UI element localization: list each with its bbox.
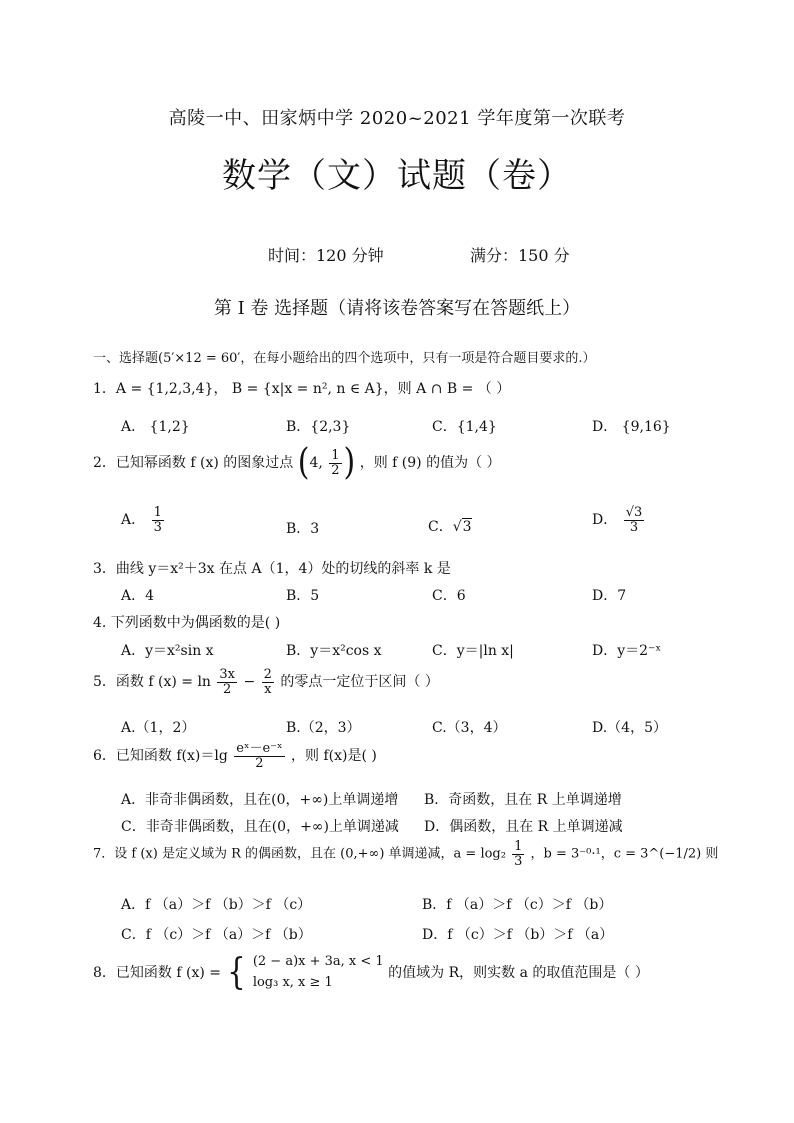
q4-option-a: A．y＝x²sin x (121, 643, 214, 659)
exam-time: 时间：120 分钟 (268, 246, 384, 265)
q2-option-a: A． $\frac{1}{3}$ (121, 505, 162, 535)
q1-option-a: A． {1,2} (121, 419, 190, 435)
question-3-stem: 3．曲线 y＝x²＋3x 在点 A（1，4）处的切线的斜率 k 是 (93, 561, 451, 577)
q2-point-a: 4, (309, 455, 323, 471)
question-4-stem: 4. 下列函数中为偶函数的是( ) (93, 615, 281, 631)
section-title: 第 I 卷 选择题（请将该卷答案写在答题纸上） (213, 298, 581, 319)
exam-subtitle: 高陵一中、田家炳中学 2020~2021 学年度第一次联考 (168, 108, 626, 129)
q2-option-c: C．√3 (428, 519, 472, 535)
q2-text-post: ，则 f (9) 的值为（ ） (359, 455, 501, 471)
exam-title: 数学（文）试题（卷） (222, 156, 572, 196)
q3-option-a: A．4 (121, 588, 155, 604)
question-8-stem: 8．已知函数 f (x) = { (2 − a)x + 3a, x < 1 log₃ x, x ≥ 1 的值域为 R，则实数 a 的取值范围是（ ） (93, 951, 649, 993)
q5-option-d: D.（4，5） (592, 720, 667, 736)
q3-option-d: D．7 (592, 588, 627, 604)
q6-option-b: B．奇函数，且在 R 上单调递增 (424, 792, 622, 808)
question-7-stem: 7．设 f (x) 是定义域为 R 的偶函数，且在 (0,+∞) 单调递减，a = log₂ $\frac{1}{3}$ ，b = 3⁻⁰·¹，c = 3^(−1/2) 则 (93, 839, 719, 869)
question-2-stem: 2．已知幂函数 f (x) 的图象过点 (4, $\frac{1}{2}$ ) ，则 f (9) 的值为（ ） (93, 441, 501, 484)
q2-text-pre: 2．已知幂函数 f (x) 的图象过点 (93, 455, 294, 471)
q6-option-c: C．非奇非偶函数，且在(0，+∞)上单调递减 (121, 819, 399, 835)
q4-option-c: C．y＝|ln x| (432, 643, 514, 659)
q3-option-b: B．5 (286, 588, 320, 604)
q6-option-a: A．非奇非偶函数，且在(0，+∞)上单调递增 (121, 792, 399, 808)
q2-point-fraction: $\frac{1}{2}$ (331, 447, 340, 478)
q2-option-d: D． $\frac{√3}{3}$ (592, 505, 643, 535)
q7-option-b: B．f （a）＞f （c）＞f （b） (422, 897, 613, 913)
q7-option-a: A．f （a）＞f （b）＞f （c） (121, 897, 312, 913)
q1-option-b: B．{2,3} (286, 419, 351, 435)
question-5-stem: 5．函数 f (x) = ln $\frac{3x}{2}$ − $\frac{2}{x}$ 的零点一定位于区间（ ） (93, 667, 439, 697)
q4-option-d: D．y＝2⁻ˣ (592, 643, 662, 659)
q1-option-d: D． {9,16} (592, 419, 671, 435)
q7-option-d: D．f （c）＞f （b）＞f （a） (422, 927, 614, 943)
q1-option-c: C．{1,4} (432, 419, 497, 435)
instruction: 一、选择题(5′×12 = 60′，在每小题给出的四个选项中，只有一项是符合题目要求的.） (93, 351, 596, 366)
exam-score: 满分：150 分 (470, 246, 570, 265)
q5-option-c: C.（3，4） (432, 720, 507, 736)
q4-option-b: B．y＝x²cos x (286, 643, 382, 659)
question-1-stem: 1．A = {1,2,3,4}， B = {x|x = n², n ∈ A}，则 A ∩ B = （ ） (93, 381, 511, 397)
question-6-stem: 6．已知函数 f(x)＝lg $\frac{\text{eˣ－e⁻ˣ}}{2}$ ，则 f(x)是( ) (93, 741, 377, 771)
q6-option-d: D．偶函数，且在 R 上单调递减 (424, 819, 623, 835)
q5-option-b: B.（2，3） (286, 720, 361, 736)
q7-option-c: C．f （c）＞f （a）＞f （b） (121, 927, 312, 943)
q2-option-b: B．3 (286, 521, 320, 537)
q3-option-c: C．6 (432, 588, 466, 604)
q8-piecewise: (2 − a)x + 3a, x < 1 log₃ x, x ≥ 1 (252, 954, 384, 990)
q5-option-a: A.（1，2） (121, 720, 196, 736)
